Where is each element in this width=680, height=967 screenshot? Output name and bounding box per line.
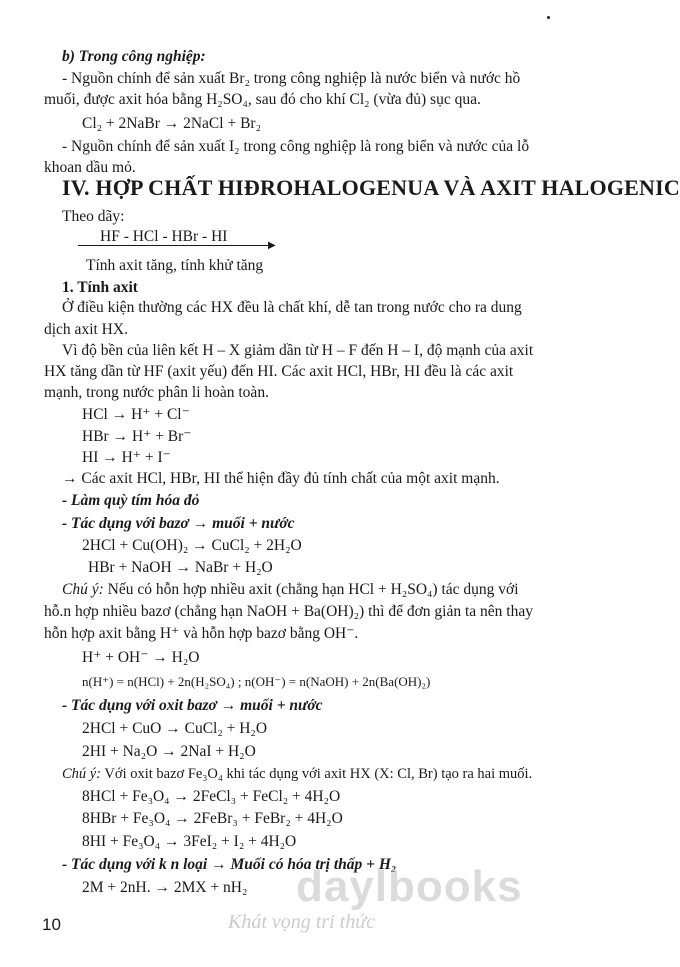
equation: n(H⁺) = n(HCl) + 2n(H₂SO₄) ; n(OH⁻) = n(NaOH) + 2n(Ba(OH)₂) <box>82 674 431 689</box>
series-arrow-label: HF - HCl - HBr - HI <box>100 228 228 245</box>
equation: Cl₂ + 2NaBr → 2NaCl + Br₂ <box>82 115 261 132</box>
text-line: - Nguồn chính để sản xuất I₂ trong công nghiệp là rong biển và nước của lỗ <box>62 138 530 155</box>
page-corner-mark <box>547 16 550 19</box>
equation: 2M + 2nH. → 2MX + nH₂ <box>82 879 248 896</box>
note <box>62 764 532 784</box>
section-b-title: b) Trong công nghiệp: <box>62 48 206 65</box>
equation: HI → H⁺ + I⁻ <box>82 449 171 466</box>
section-heading: IV. HỢP CHẤT HIĐROHALOGENUA VÀ AXIT HALOGENIC <box>62 175 680 200</box>
watermark-logo: daylbooks <box>296 862 523 911</box>
page-number: 10 <box>42 915 61 934</box>
note-label: Chú ý: <box>62 581 104 598</box>
text-line: muối, được axit hóa bằng H₂SO₄, sau đó cho khí Cl₂ (vừa đủ) sục qua. <box>44 91 481 108</box>
watermark-tagline: Khát vọng tri thức <box>228 911 376 933</box>
text-line: dịch axit HX. <box>44 321 128 338</box>
subheading: 1. Tính axit <box>62 279 138 296</box>
text-line: Vì độ bền của liên kết H – X giảm dần từ H – F đến H – I, độ mạnh của axit <box>62 342 534 359</box>
equation: H⁺ + OH⁻ → H₂O <box>82 649 200 666</box>
property-bullet: - Làm quỳ tím hóa đỏ <box>62 492 200 509</box>
property-bullet: - Tác dụng với k n loại → Muối có hóa trị thấp + H₂ <box>62 856 397 873</box>
equation: 2HCl + Cu(OH)₂ → CuCl₂ + 2H₂O <box>82 537 302 554</box>
text-line: HX tăng dần từ HF (axit yếu) đến HI. Các axit HCl, HBr, HI đều là các axit <box>44 363 514 380</box>
equation: 8HCl + Fe₃O₄ → 2FeCl₃ + FeCl₂ + 4H₂O <box>82 788 341 805</box>
text-line: khoan dầu mỏ. <box>44 159 136 176</box>
text-line: Tính axit tăng, tính khử tăng <box>86 257 264 274</box>
property-bullet: - Tác dụng với bazơ → muối + nước <box>62 515 295 532</box>
equation: 2HCl + CuO → CuCl₂ + H₂O <box>82 720 268 737</box>
equation: HBr + NaOH → NaBr + H₂O <box>88 559 273 576</box>
note <box>62 580 519 600</box>
arrow-line <box>78 245 272 246</box>
text-line: Theo dãy: <box>62 208 125 225</box>
series-arrow <box>78 228 278 250</box>
text-line: Ở điều kiện thường các HX đều là chất khí, dễ tan trong nước cho ra dung <box>62 299 522 316</box>
note-text: Với oxit bazơ Fe₃O₄ khi tác dụng với axit HX (X: Cl, Br) tạo ra hai muối. <box>101 766 533 782</box>
text-line: hỗ.n hợp nhiều bazơ (chẳng hạn NaOH + Ba(OH)₂) thì để đơn giản ta nên thay <box>44 603 533 620</box>
equation: 8HBr + Fe₃O₄ → 2FeBr₃ + FeBr₂ + 4H₂O <box>82 810 343 827</box>
text-line: mạnh, trong nước phân li hoàn toàn. <box>44 384 269 401</box>
text-line: hỗn hợp axit bằng H⁺ và hỗn hợp bazơ bằng OH⁻. <box>44 625 359 642</box>
equation: HBr → H⁺ + Br⁻ <box>82 428 192 445</box>
arrow-head-icon: ▶ <box>268 239 276 251</box>
note-label: Chú ý: <box>62 766 102 782</box>
text-line: → Các axit HCl, HBr, HI thể hiện đầy đủ tính chất của một axit mạnh. <box>62 470 500 487</box>
note-text: Nếu có hỗn hợp nhiều axit (chẳng hạn HCl + H₂SO₄) tác dụng với <box>103 581 519 598</box>
equation: 2HI + Na₂O → 2NaI + H₂O <box>82 743 256 760</box>
equation: HCl → H⁺ + Cl⁻ <box>82 406 190 423</box>
text-line: - Nguồn chính để sản xuất Br₂ trong công nghiệp là nước biển và nước hồ <box>62 70 521 87</box>
equation: 8HI + Fe₃O₄ → 3FeI₂ + I₂ + 4H₂O <box>82 833 297 850</box>
property-bullet: - Tác dụng với oxit bazơ → muối + nước <box>62 697 323 714</box>
